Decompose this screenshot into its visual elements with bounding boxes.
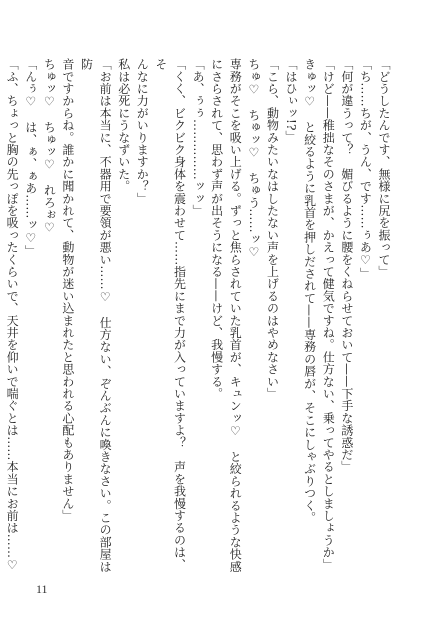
text-line: 「どうしたんです、無様に尻を振って」 [377, 58, 391, 278]
text-line: 「くく、ビクビク身体を震わせて……指先にまで力が入っていますよ？ 声を我慢するのは、そ [153, 58, 187, 571]
text-line: 音ですからね。誰かに聞かれて、動物が迷い込まれたと思われる心配もありません」 [60, 58, 75, 522]
text-line: 「お前は本当に、不器用で要領が悪い……♡ 仕方ない、ぞんぶんに喚きなさい。この部屋は防 [79, 58, 113, 573]
text-line: 「ち……ちが、うん、です……ぅあ♡」 [358, 58, 373, 280]
text-line: 「けど——稚拙なそのさまが、かえって健気ですね。仕方ない、乗ってやるとしましょうか」 [321, 58, 336, 571]
text-line: ちゅッ♡ ちゅッ♡ れろぉ♡ [42, 58, 57, 235]
text-line: きゅッ♡ と絞るように乳首を押しだされて——専務の唇が、そこにしゃぶりつく。 [302, 58, 317, 524]
text-line: ちゅ♡ ちゅッ♡ ちゅう……ッ♡ [246, 58, 261, 260]
text-line: 「んぅ♡ は、ぁ、ぁあ……ッ♡」 [23, 58, 38, 258]
text-line: 「あ、ぅぅ……………ッッ」 [191, 58, 206, 217]
text-line: 「はひぃッ!?」 [284, 58, 299, 143]
text-line: 「こら、動物みたいなはしたない声を上げるのはやめなさい」 [265, 58, 280, 400]
text-line: にさらされて、思わず声が出そうになる——けど、我慢する。 [209, 58, 224, 400]
vertical-text-body [5, 58, 393, 573]
page-number: 11 [36, 582, 48, 596]
text-line: んなに力がいりますか？」 [135, 58, 150, 205]
text-line: 「ふ、ちょっと胸の先っぽを吸ったくらいで、天井を仰いで喘ぐとは……本当にお前は……♡ [5, 58, 20, 573]
text-line: 「何が違うって？ 媚びるように腰をくねらせておいて——下手な誘惑だ」 [339, 58, 354, 473]
text-line: 私は必死にうなずいた。 [116, 58, 131, 193]
text-line: 専務がそこを吸い上げる。ずっと焦らされていた乳首が、キュンッ♡ と絞られるような快感 [228, 58, 243, 573]
